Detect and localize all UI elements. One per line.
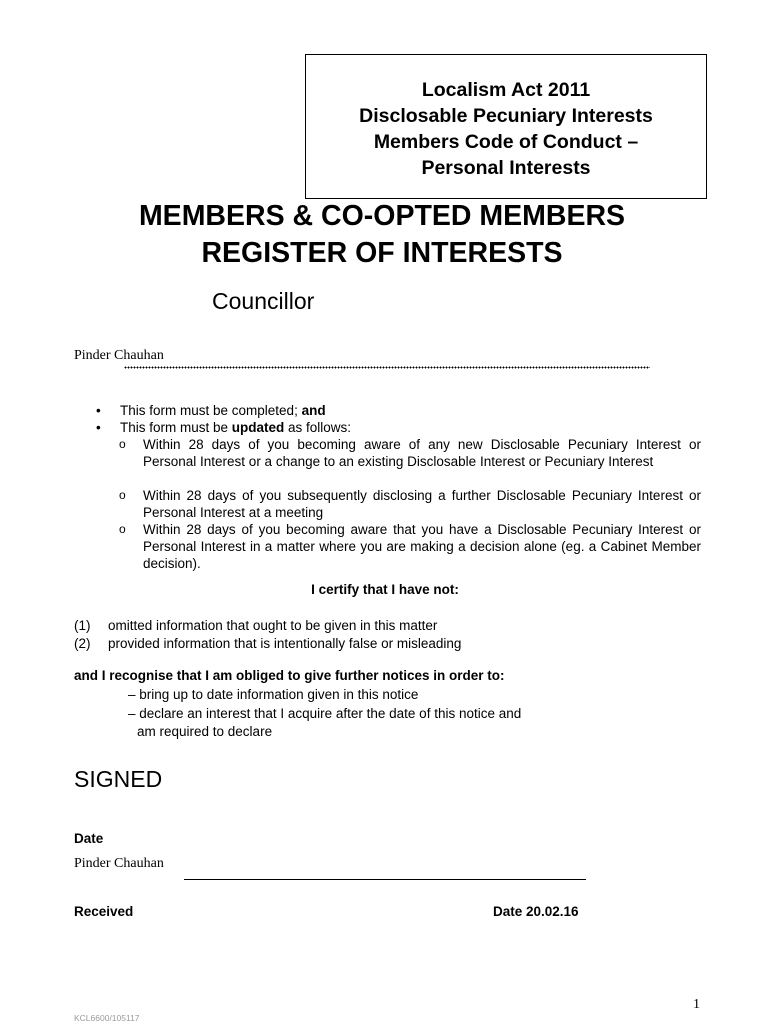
circle-bullet-icon: o bbox=[119, 437, 126, 451]
date-label: Date bbox=[74, 831, 104, 846]
date-value: Date 20.02.16 bbox=[493, 904, 579, 919]
sub-item-text: Within 28 days of you subsequently disclosing a further Disclosable Pecuniary Interest or Personal Interest at a meeting bbox=[143, 488, 701, 520]
item-number: (2) bbox=[74, 636, 91, 651]
signature-line bbox=[184, 879, 586, 880]
header-line-act: Localism Act 2011 bbox=[421, 79, 591, 101]
sub-item-text: Within 28 days of you becoming aware of any new Disclosable Pecuniary Interest or Personal Interest or a change to an existing Disclosable Interest or Pecuniary Interest bbox=[143, 437, 701, 469]
councillor-name: Pinder Chauhan bbox=[74, 348, 164, 363]
bullet-icon: • bbox=[96, 403, 101, 418]
header-line-code: Members Code of Conduct – bbox=[373, 131, 639, 153]
bullet-text-post: as follows: bbox=[284, 420, 352, 435]
header-box bbox=[305, 54, 707, 199]
title-line-1: MEMBERS & CO-OPTED MEMBERS bbox=[138, 200, 626, 232]
councillor-label: Councillor bbox=[212, 288, 315, 314]
signer-name: Pinder Chauhan bbox=[74, 856, 164, 871]
dotted-line bbox=[124, 366, 650, 370]
circle-bullet-icon: o bbox=[119, 522, 126, 536]
received-label: Received bbox=[74, 904, 134, 919]
item-number: (1) bbox=[74, 618, 91, 633]
bullet-text-pre: This form must be bbox=[120, 420, 232, 435]
header-line-personal: Personal Interests bbox=[421, 157, 591, 179]
header-line-disclosable: Disclosable Pecuniary Interests bbox=[359, 105, 653, 127]
bullet-text: This form must be completed; bbox=[120, 403, 302, 418]
bullet-bold: and bbox=[301, 403, 326, 418]
recognise-item-1: – bring up to date information given in this notice bbox=[128, 687, 419, 702]
item-text: omitted information that ought to be given in this matter bbox=[108, 618, 438, 633]
page-number: 1 bbox=[693, 997, 700, 1012]
document-code: KCL6600/105117 bbox=[74, 1013, 140, 1023]
bullet-icon: • bbox=[96, 420, 101, 435]
recognise-heading: and I recognise that I am obliged to give further notices in order to: bbox=[74, 668, 505, 683]
sub-item-text: Within 28 days of you becoming aware that you have a Disclosable Pecuniary Interest or Personal Interest in a matter where you are making a decision alone (eg. a Cabinet Member decision). bbox=[143, 522, 701, 571]
signed-label: SIGNED bbox=[74, 766, 163, 792]
page-title bbox=[0, 198, 770, 272]
title-line-2: REGISTER OF INTERESTS bbox=[201, 237, 563, 269]
recognise-item-2-cont: am required to declare bbox=[137, 724, 273, 739]
item-text: provided information that is intentionally false or misleading bbox=[108, 636, 462, 651]
certify-heading: I certify that I have not: bbox=[311, 582, 459, 597]
circle-bullet-icon: o bbox=[119, 488, 126, 502]
recognise-item-2: – declare an interest that I acquire after the date of this notice and bbox=[128, 706, 522, 721]
bullet-bold: updated bbox=[231, 420, 285, 435]
